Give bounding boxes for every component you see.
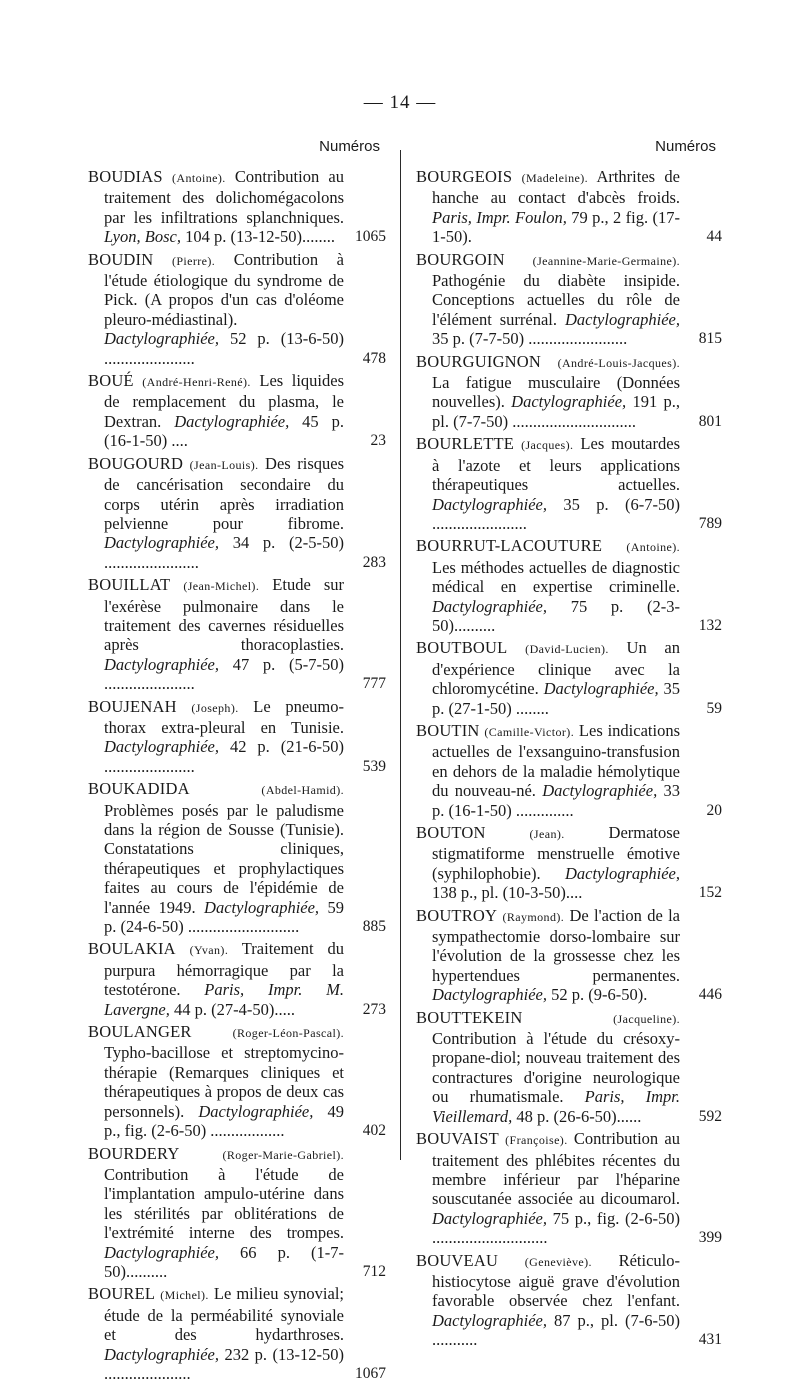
thesis-number: 23 <box>370 432 386 450</box>
entry-line <box>416 638 722 718</box>
entry-line <box>88 1284 386 1383</box>
publisher: Dactylographiée, <box>432 596 548 616</box>
author-given-names: (Pierre). <box>171 253 216 268</box>
thesis-title: Les indications actuelles de l'exsanguino-transfusion en dehors de la maladie hémolytique du nouveau-né. <box>432 720 680 801</box>
entry-line <box>416 351 722 432</box>
entry-line <box>88 1022 386 1141</box>
entry-line <box>416 536 722 635</box>
thesis-number: 1067 <box>355 1364 386 1382</box>
thesis-title: Un an d'expérience clinique avec la chloromycétine. <box>432 638 680 699</box>
entry-line <box>416 1007 722 1126</box>
publisher: Dactylographiée, <box>104 654 220 674</box>
entry-text <box>416 721 688 820</box>
author-given-names: (Camille-Victor). <box>484 724 575 739</box>
thesis-title: Contribution au traitement des phlébites récentes du membre inférieur par l'héparine souscutanée associée au dicoumarol. <box>432 1129 680 1209</box>
entry-text <box>416 167 688 247</box>
entry-line <box>416 905 722 1005</box>
entry-line <box>416 823 722 903</box>
publisher: Dactylographiée, <box>542 781 658 801</box>
thesis-title: Traitement du purpura hémorragique par la testotérone. <box>104 939 344 1000</box>
thesis-number: 44 <box>706 228 722 246</box>
entry-text <box>416 536 688 635</box>
entry-text <box>416 1251 688 1350</box>
publisher: Dactylographiée, <box>564 309 680 329</box>
thesis-title: Les méthodes actuelles de diagnostic médical en expertise criminelle. <box>432 557 680 597</box>
author-given-names: (André-Henri-René). <box>142 375 251 390</box>
entry-line <box>88 1143 386 1282</box>
thesis-title: Typho-bacillose et streptomycino-thérapie (Remarques cliniques et thérapeutiques à propos de deux cas personnels). <box>104 1043 344 1121</box>
author-surname: BOURRUT-LACOUTURE <box>416 536 603 556</box>
entry-line <box>416 434 722 533</box>
thesis-title: Contribution à l'étude de l'implantation ampulo-utérine dans les stérilités par oblitérations de l'extrémité interne des trompes. <box>104 1164 344 1243</box>
list-item <box>88 1143 386 1282</box>
numeros-header: Numéros <box>319 138 380 155</box>
pages-and-date: 47 p. (5-7-50) ...................... <box>104 654 344 694</box>
pages-and-date: 35 p. (27-1-50) ........ <box>432 679 680 718</box>
entry-text <box>88 250 352 368</box>
publisher: Dactylographiée, <box>432 1310 548 1330</box>
entry-text <box>416 1008 688 1126</box>
author-given-names: (Antoine). <box>626 540 680 555</box>
thesis-number: 273 <box>362 1000 386 1018</box>
thesis-number: 20 <box>706 801 722 819</box>
entry-text <box>88 167 352 247</box>
entry-text <box>416 434 688 533</box>
author-given-names: (Jeannine-Marie-Germaine). <box>532 253 680 268</box>
author-surname: BOURLETTE <box>416 434 515 454</box>
entry-text <box>416 1129 688 1247</box>
list-item <box>416 823 722 903</box>
thesis-title: Les liquides de remplacement du plasma, le Dextran. <box>104 371 344 431</box>
list-item <box>88 167 386 247</box>
thesis-title: Réticulo-histiocytose aiguë grave d'évolution favorable observée chez l'enfant. <box>432 1250 680 1311</box>
author-given-names: (Roger-Marie-Gabriel). <box>222 1147 344 1162</box>
author-surname: BOUKADIDA <box>88 779 190 799</box>
author-surname: BOURDERY <box>88 1143 180 1163</box>
thesis-title: Le milieu synovial; étude de la perméabilité synoviale et des hydarthroses. <box>104 1284 345 1345</box>
thesis-number: 152 <box>698 884 722 902</box>
pages-and-date: 232 p. (13-12-50) ..................... <box>104 1344 344 1383</box>
thesis-number: 885 <box>362 918 386 936</box>
thesis-number: 132 <box>698 616 722 634</box>
list-item <box>88 575 386 694</box>
thesis-number: 59 <box>706 699 722 717</box>
entry-text <box>88 1022 352 1140</box>
author-given-names: (Geneviève). <box>524 1254 592 1269</box>
entry-line <box>416 167 722 247</box>
publisher: Dactylographiée, <box>204 897 320 917</box>
author-surname: BOURGUIGNON <box>416 351 542 371</box>
entry-text <box>88 1284 352 1383</box>
entry-text <box>416 906 688 1005</box>
thesis-number: 283 <box>362 553 386 571</box>
entry-text <box>416 250 688 349</box>
author-surname: BOUDIAS <box>88 167 163 186</box>
entry-line <box>88 453 386 572</box>
thesis-number: 431 <box>698 1331 722 1349</box>
publisher: Dactylographiée, <box>198 1101 314 1121</box>
author-surname: BOUJENAH <box>88 696 177 716</box>
pages-and-date: 138 p., pl. (10-3-50).... <box>432 883 583 903</box>
list-item <box>88 939 386 1019</box>
publisher: Dactylographiée, <box>564 863 680 883</box>
entry-text <box>416 352 688 432</box>
author-surname: BOUILLAT <box>88 575 171 595</box>
entry-line <box>88 575 386 694</box>
entry-list <box>88 167 386 1383</box>
publisher: Dactylographiée, <box>511 392 627 412</box>
author-given-names: (Joseph). <box>191 700 239 715</box>
author-surname: BOURGEOIS <box>416 167 513 186</box>
thesis-number: 815 <box>698 330 722 348</box>
list-item <box>416 1250 722 1350</box>
author-surname: BOUTTEKEIN <box>416 1007 523 1027</box>
author-surname: BOURGOIN <box>416 249 505 269</box>
author-given-names: (David-Lucien). <box>525 642 609 657</box>
author-surname: BOUÉ <box>88 371 134 391</box>
author-given-names: (Antoine). <box>171 171 226 185</box>
numeros-header: Numéros <box>655 138 716 155</box>
pages-and-date: 52 p. (9-6-50). <box>547 985 648 1005</box>
author-given-names: (André-Louis-Jacques). <box>557 355 680 370</box>
pages-and-date: 87 p., pl. (7-6-50) ........... <box>432 1310 680 1350</box>
thesis-title: Des risques de cancérisation secondaire du corps utérin après irradiation pelvienne pour fibrome. <box>104 453 345 533</box>
entry-line <box>416 249 722 349</box>
pages-and-date: 104 p. (13-12-50)........ <box>180 227 335 247</box>
publisher: Dactylographiée, <box>432 985 548 1005</box>
pages-and-date: 42 p. (21-6-50) ...................... <box>104 737 344 776</box>
author-given-names: (Abdel-Hamid). <box>261 783 344 798</box>
pages-and-date: 35 p. (6-7-50) ....................... <box>432 494 680 533</box>
author-given-names: (Françoise). <box>505 1133 568 1148</box>
list-item <box>88 249 386 368</box>
author-given-names: (Jean). <box>529 827 565 841</box>
author-surname: BOUTIN <box>416 720 480 740</box>
author-surname: BOUVAIST <box>416 1129 499 1149</box>
entry-text <box>88 1144 352 1282</box>
thesis-title: Les moutardes à l'azote et leurs applications thérapeutiques actuelles. <box>432 434 680 495</box>
entry-text <box>88 371 352 451</box>
thesis-title: Arthrites de hanche au contact d'abcès froids. <box>432 167 680 208</box>
list-item <box>416 1007 722 1126</box>
thesis-number: 592 <box>698 1107 722 1125</box>
publisher: Dactylographiée, <box>543 679 659 699</box>
column-divider <box>400 150 401 1160</box>
list-item <box>88 453 386 572</box>
pages-and-date: 59 p. (24-6-50) ........................... <box>104 897 345 937</box>
list-item <box>88 696 386 777</box>
pages-and-date: 75 p., fig. (2-6-50) ............................ <box>432 1208 680 1248</box>
list-item <box>416 536 722 635</box>
list-item <box>416 434 722 533</box>
list-item <box>416 249 722 349</box>
author-given-names: (Jacques). <box>521 438 574 453</box>
page-number: — 14 — <box>363 92 437 113</box>
entry-text <box>416 638 688 718</box>
author-given-names: (Roger-Léon-Pascal). <box>232 1026 344 1041</box>
thesis-title: Dermatose stigmatiforme menstruelle émotive (syphilophobie). <box>432 823 680 883</box>
publisher: Dactylographiée, <box>174 411 290 431</box>
entry-line <box>88 939 386 1019</box>
list-item <box>416 638 722 718</box>
author-given-names: (Michel). <box>160 1288 209 1303</box>
publisher: Dactylographiée, <box>104 1242 220 1262</box>
thesis-number: 777 <box>362 675 386 693</box>
pages-and-date: 191 p., pl. (7-7-50) .............................. <box>432 392 681 431</box>
thesis-number: 399 <box>698 1229 722 1247</box>
list-item <box>416 720 722 820</box>
author-given-names: (Madeleine). <box>521 171 589 185</box>
author-surname: BOULANGER <box>88 1022 192 1042</box>
author-surname: BOUDIN <box>88 249 154 269</box>
entry-text <box>88 939 352 1019</box>
entry-text <box>88 454 352 572</box>
pages-and-date: 35 p. (7-7-50) ........................ <box>432 329 628 349</box>
publisher: Dactylographiée, <box>432 494 548 514</box>
pages-and-date: 45 p. (16-1-50) .... <box>104 411 344 451</box>
author-surname: BOUVEAU <box>416 1250 499 1270</box>
author-given-names: (Raymond). <box>502 909 565 924</box>
thesis-number: 539 <box>362 757 386 775</box>
list-item <box>416 1129 722 1248</box>
author-surname: BOUREL <box>88 1284 156 1304</box>
author-surname: BOUTROY <box>416 905 498 925</box>
thesis-number: 712 <box>362 1262 386 1280</box>
entry-line <box>416 1129 722 1248</box>
publisher: Paris, Impr. Foulon, <box>432 207 567 227</box>
entry-list <box>416 167 722 1350</box>
publisher: Dactylographiée, <box>104 533 220 553</box>
thesis-title: Contribution à l'étude du crésoxy-propane-diol; nouveau traitement des contractures d'origine neurologique ou rhumatismale. <box>432 1029 680 1107</box>
publisher: Lyon, Bosc, <box>104 227 181 247</box>
thesis-title: La fatigue musculaire (Données nouvelles). <box>432 373 680 412</box>
publisher: Paris, Impr. Vieillemard, <box>432 1087 680 1126</box>
list-item <box>416 167 722 247</box>
list-item <box>88 371 386 451</box>
thesis-title: Etude sur l'exérèse pulmonaire dans le traitement des cavernes résiduelles après thoracoplasties. <box>104 575 345 655</box>
entry-line <box>88 696 386 777</box>
list-item <box>88 1022 386 1141</box>
list-item <box>416 351 722 432</box>
entry-text <box>88 575 352 693</box>
author-given-names: (Yvan). <box>189 943 229 958</box>
entry-line <box>416 1250 722 1350</box>
thesis-number: 789 <box>698 514 722 532</box>
entry-text <box>88 779 352 936</box>
entry-line <box>88 779 386 937</box>
pages-and-date: 33 p. (16-1-50) .............. <box>432 781 680 820</box>
publisher: Dactylographiée, <box>104 329 220 349</box>
thesis-title: Contribution à l'étude étiologique du syndrome de Pick. (A propos d'un cas d'oléome pleuro-médiastinal). <box>104 249 344 329</box>
thesis-number: 801 <box>698 412 722 430</box>
author-surname: BOUTBOUL <box>416 638 508 658</box>
thesis-number: 402 <box>362 1122 386 1140</box>
thesis-number: 478 <box>362 349 386 367</box>
entry-line <box>88 167 386 247</box>
entry-line <box>88 371 386 451</box>
entry-line <box>416 720 722 820</box>
list-item <box>88 1284 386 1383</box>
thesis-title: De l'action de la sympathectomie dorso-lombaire sur l'évolution de la grossesse chez les hypertendues permanentes. <box>432 905 681 985</box>
author-given-names: (Jacqueline). <box>613 1011 680 1026</box>
publisher: Dactylographiée, <box>432 1208 548 1228</box>
author-given-names: (Jean-Michel). <box>183 579 260 594</box>
thesis-number: 446 <box>698 986 722 1004</box>
publisher: Dactylographiée, <box>104 1344 220 1364</box>
pages-and-date: 52 p. (13-6-50) ...................... <box>104 329 344 368</box>
thesis-title: Le pneumo-thorax extra-pleural en Tunisie. <box>104 696 345 737</box>
author-given-names: (Jean-Louis). <box>189 457 259 472</box>
pages-and-date: 34 p. (2-5-50) ....................... <box>104 533 344 572</box>
entry-text <box>416 823 688 903</box>
pages-and-date: 75 p. (2-3-50).......... <box>432 596 680 635</box>
author-surname: BOUGOURD <box>88 453 184 473</box>
pages-and-date: 79 p., 2 fig. (17-1-50). <box>432 207 681 247</box>
publisher: Paris, Impr. M. Lavergne, <box>104 980 344 1019</box>
thesis-number: 1065 <box>355 228 386 246</box>
right-column <box>416 138 722 1353</box>
list-item <box>88 779 386 937</box>
publisher: Dactylographiée, <box>104 737 220 757</box>
thesis-title: Problèmes posés par le paludisme dans la région de Sousse (Tunisie). Constatations cliniques, thérapeutiques et prophylactiques faites au cours de l'épidémie de l'année 1949. <box>104 800 344 917</box>
entry-text <box>88 697 352 777</box>
pages-and-date: 48 p. (26-6-50)...... <box>512 1106 642 1126</box>
thesis-title: Contribution au traitement des dolichomégacolons par les infiltrations splanchniques. <box>104 167 344 227</box>
left-column <box>88 138 386 1386</box>
pages-and-date: 49 p., fig. (2-6-50) .................. <box>104 1101 344 1141</box>
author-surname: BOUTON <box>416 823 486 842</box>
pages-and-date: 44 p. (27-4-50)..... <box>169 999 295 1019</box>
author-surname: BOULAKIA <box>88 939 176 959</box>
pages-and-date: 66 p. (1-7-50).......... <box>104 1242 344 1281</box>
thesis-title: Pathogénie du diabète insipide. Conceptions actuelles du rôle de l'élément surrénal. <box>432 271 680 329</box>
entry-line <box>88 249 386 368</box>
list-item <box>416 905 722 1005</box>
